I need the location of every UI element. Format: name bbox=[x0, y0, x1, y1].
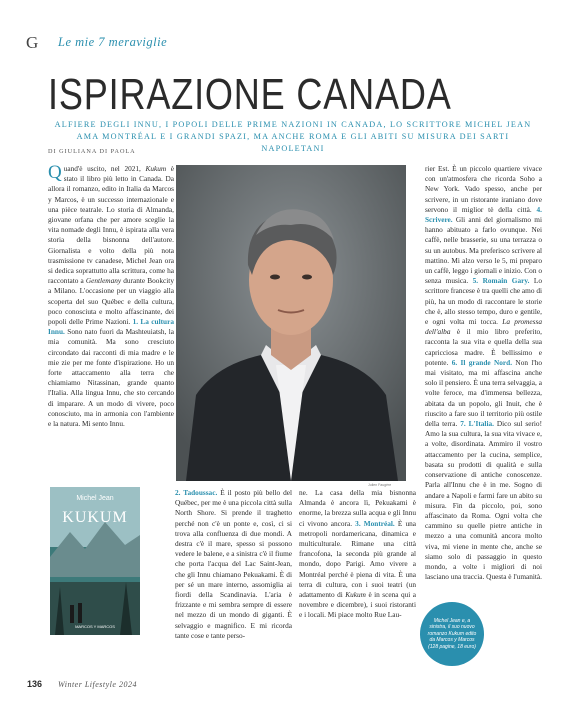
heading-3: 3. Montréal. bbox=[355, 518, 395, 528]
article-subtitle: ALFIERE DEGLI INNU, I POPOLI DELLE PRIME NAZIONI IN CANADA, LO SCRITTORE MICHEL JEAN AMA MONTRÉAL E I GRANDI SPAZI, MA ANCHE ROMA E GLI ABITI SU MISURA DEI SARTI NAPOLETANI bbox=[54, 120, 532, 153]
heading-2: 2. Tadoussac. bbox=[175, 488, 218, 497]
intro-text: uand'è uscito, nel 2021, bbox=[63, 164, 146, 173]
book-publisher: MARCOS Y MARCOS bbox=[75, 624, 115, 629]
book-ref: Kukum bbox=[345, 590, 366, 600]
page-number: 136 bbox=[27, 679, 43, 689]
column-2a bbox=[175, 488, 292, 641]
paragraph-3-end: è in scena qui a novembre e dicembre), i suoi ristoranti e i locali. Mi piace molto Rue Lau- bbox=[299, 590, 416, 620]
heading-4: 4. Scrivere. bbox=[425, 204, 542, 225]
portrait-illustration bbox=[176, 165, 406, 481]
author-photo bbox=[176, 165, 406, 481]
paragraph-7: Dico sul serio! Amo la sua cultura, la sua vita vivace e, a volte, disordinata. Ammiro il vostro attaccamento per la cucina, semplice, basata su prodotti di qualità e sulla conservazione di antiche conoscenze. Parla all'Innu che è in me. Sogno di andare a Napoli e farmi fare un abito su misura. Fin da piccolo, poi, sono affascinato da Roma. Ogni volta che cammino su quelle pietre antiche in mezzo a una comunità ancora molto viva, mi viene in mente che, anche se siamo solo di passaggio in questo mondo, a volte i migliori di noi lasciano una traccia. Questa è l'umanità. bbox=[425, 419, 543, 582]
paragraph-2: È il posto più bello del Québec, per me è una piccola città sulla North Shore. Si prende il traghetto perché non c'è un ponte e, così, ci si trova alla confluenza di due mondi. A destra c'è il mare, spesso si possono vedere le balene, e a sinistra c'è il fiume che porta l'acqua del Lac Saint-Jean, che gli Innu chiamano Pekuakami. È di per sé un mare interno, assomiglia ai fiordi della Scandinavia. L'aria è frizzante e mi sembra sempre di essere nel mezzo di un mondo di giganti. È selvaggio e magnifico. E mi ricorda tante cose e tante perso- bbox=[175, 488, 292, 640]
paragraph-5-end: è il mio libro preferito, racconta la sua vita e quella della sua capricciosa madre. È bellissimo e potente. bbox=[425, 327, 542, 367]
book-author: Michel Jean bbox=[76, 495, 114, 502]
paragraph-5: Lo scrittore francese è tra quelli che amo di più, ha un modo di raccontare le storie che è, allo stesso tempo, duro e gentile, e ogni volta mi tocca. bbox=[425, 276, 542, 327]
section-title: Le mie 7 meraviglie bbox=[58, 35, 168, 49]
column-3 bbox=[425, 164, 542, 582]
intro-book-title: Kukum bbox=[145, 164, 167, 173]
photo-credit: Julien Faugère bbox=[368, 483, 392, 487]
section-letter: G bbox=[26, 33, 39, 52]
paragraph-4: Gli anni del giornalismo mi hanno abituato a farlo ovunque. Nei caffè, nelle brasserie, su una terrazza o su un autobus. Ma preferisco scrivere al mattino. Mi alzo verso le 5, mi preparo un caffè, leggo i giornali e inizio. Con o senza musica. bbox=[425, 215, 542, 286]
byline: DI GIULIANA DI PAOLA bbox=[48, 148, 136, 155]
article-title: ISPIRAZIONE CANADA bbox=[48, 70, 452, 119]
caption-text: Michel Jean e, a sinistra, il suo nuovo romanzo Kukum edito da Marcos y Marcos (128 pagine, 18 euro) bbox=[427, 617, 477, 650]
book-ref-2: La promessa dell'alba bbox=[425, 317, 543, 337]
magazine-name: Gentlemany bbox=[85, 276, 122, 286]
heading-7: 7. L'Italia. bbox=[460, 419, 494, 429]
heading-5: 5. Romain Gary. bbox=[472, 276, 530, 286]
heading-6: 6. Il grande Nord. bbox=[451, 357, 513, 367]
paragraph-3: È una metropoli nordamericana, dinamica e multiculturale. Rimane una città francofona, la seconda più grande al mondo, dopo Parigi. Amo vivere a Montréal perché è piena di vita. È una terra di cultura, con i suoi teatri (un adattamento di bbox=[299, 518, 416, 600]
magazine-footer: Winter Lifestyle 2024 bbox=[58, 680, 137, 689]
heading-1: 1. La cultura Innu. bbox=[48, 317, 175, 337]
drop-cap: Q bbox=[48, 162, 62, 183]
paragraph-1: Sono nato fuori da Mashteuiatsh, la mia comunità. Ma sono cresciuto circondato dai racconti di mia madre e le mie zie per me fonte d'ispirazione. Ho un forte attaccamento alla terra che chiamiamo Nitassinan, grande quanto l'Italia. Alla lingua Innu, che sto cercando di imparare. A un modo di vivere, poco conosciuto, ma in armonia con l'ambiente e la natura. Mi sento Innu. bbox=[48, 327, 174, 429]
column-2b bbox=[299, 488, 416, 621]
paragraph-2-cont: ne. La casa della mia bisnonna Almanda è ancora lì, Pekuakami è enorme, la brezza sulla acqua e gli Innu ci vivono ancora. bbox=[299, 488, 416, 528]
intro-text-2: è stato il libro più letto in Canada. Da allora il romanzo, edito in Italia da Marcos y Marcos, è un successo internazionale e una pièce teatrale. Lo storia di Almanda, giovane orfana che per amore sceglie la vita nomade degli Innu, è ispirata alla vera storia della bisnonna dell'autore. Giornalista e volto della più nota trasmissione tv canadese, Michel Jean ora si dedica soprattutto alla scrittura, come ha raccontato a bbox=[48, 164, 174, 286]
book-cover bbox=[50, 487, 140, 635]
paragraph-6: Non l'ho mai visitato, ma mi affascina anche solo il pensiero. È una terra selvaggia, a volte feroce, ma d'immensa bellezza, abitata da un popolo, gli Inuit, che è riuscito a fare suo il territorio più ostile della terra. bbox=[425, 357, 542, 429]
book-title: KUKUM bbox=[62, 509, 128, 526]
paragraph-3-cont: rier Est. È un piccolo quartiere vivace con un'atmosfera che ricorda Soho a New York. Vado spesso, anche per scrivere, in un ristorante iraniano dove servono il miglior tè della città. bbox=[425, 164, 542, 214]
caption-bubble bbox=[420, 602, 484, 666]
column-1 bbox=[48, 164, 174, 429]
intro-text-3: durante Bookcity a Milano. L'occasione per un viaggio alla scoperta del suo Québec e della cultura, poco conosciuta e molto affascinante, dei popoli delle Prime Nazioni. bbox=[48, 276, 174, 327]
